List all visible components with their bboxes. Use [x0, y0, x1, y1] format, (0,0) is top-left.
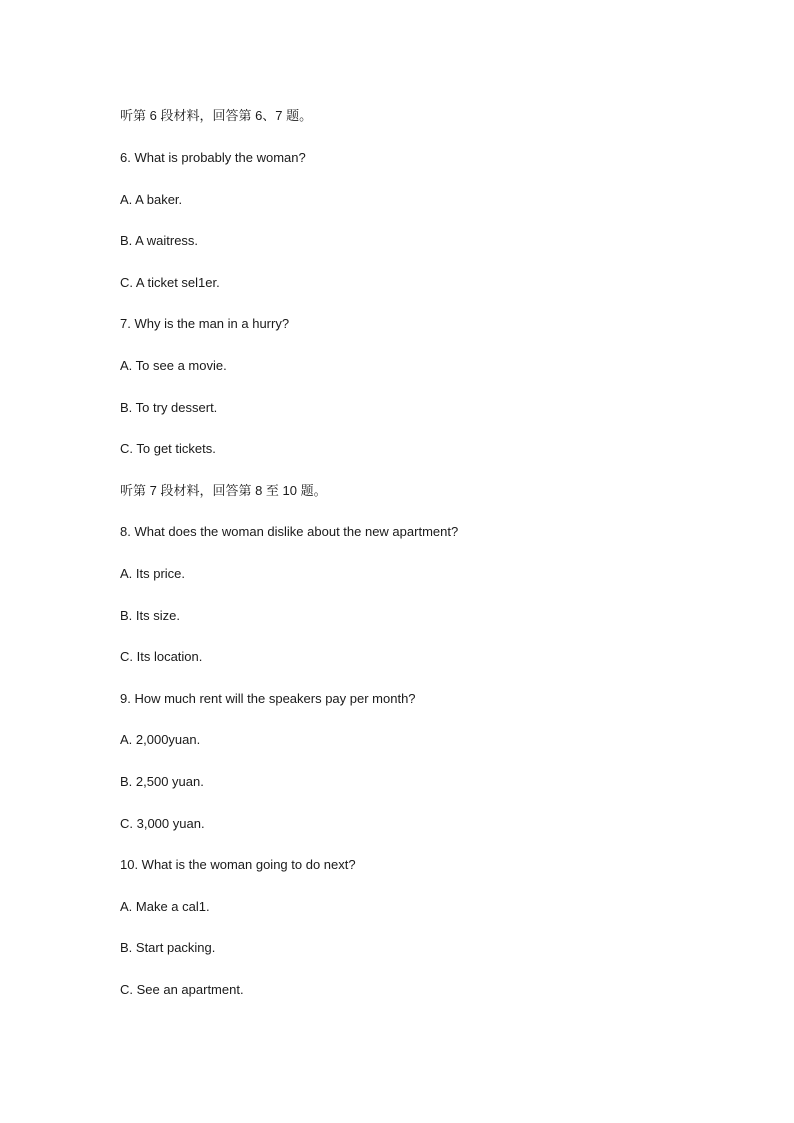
question-9: 9. How much rent will the speakers pay per month?: [120, 691, 416, 706]
option-9b: B. 2,500 yuan.: [120, 774, 204, 789]
option-8a: A. Its price.: [120, 566, 186, 581]
option-9c: C. 3,000 yuan.: [120, 816, 205, 831]
question-10: 10. What is the woman going to do next?: [120, 857, 356, 872]
option-10c: C. See an apartment.: [120, 982, 244, 997]
option-7c: C. To get tickets.: [120, 441, 216, 456]
option-6a: A. A baker.: [120, 192, 183, 207]
option-8b: B. Its size.: [120, 608, 180, 623]
option-6c: C. A ticket sel1er.: [120, 275, 220, 290]
question-7: 7. Why is the man in a hurry?: [120, 316, 290, 331]
option-7a: A. To see a movie.: [120, 358, 227, 373]
question-8: 8. What does the woman dislike about the new apartment?: [120, 524, 459, 539]
option-10a: A. Make a cal1.: [120, 899, 210, 914]
section-instruction: 听第 7 段材料，回答第 8 至 10 题。: [120, 483, 327, 498]
option-9a: A. 2,000yuan.: [120, 732, 201, 747]
option-8c: C. Its location.: [120, 649, 203, 664]
option-10b: B. Start packing.: [120, 940, 216, 955]
question-6: 6. What is probably the woman?: [120, 150, 306, 165]
option-7b: B. To try dessert.: [120, 400, 218, 415]
section-instruction: 听第 6 段材料，回答第 6、7 题。: [120, 108, 313, 123]
option-6b: B. A waitress.: [120, 233, 199, 248]
